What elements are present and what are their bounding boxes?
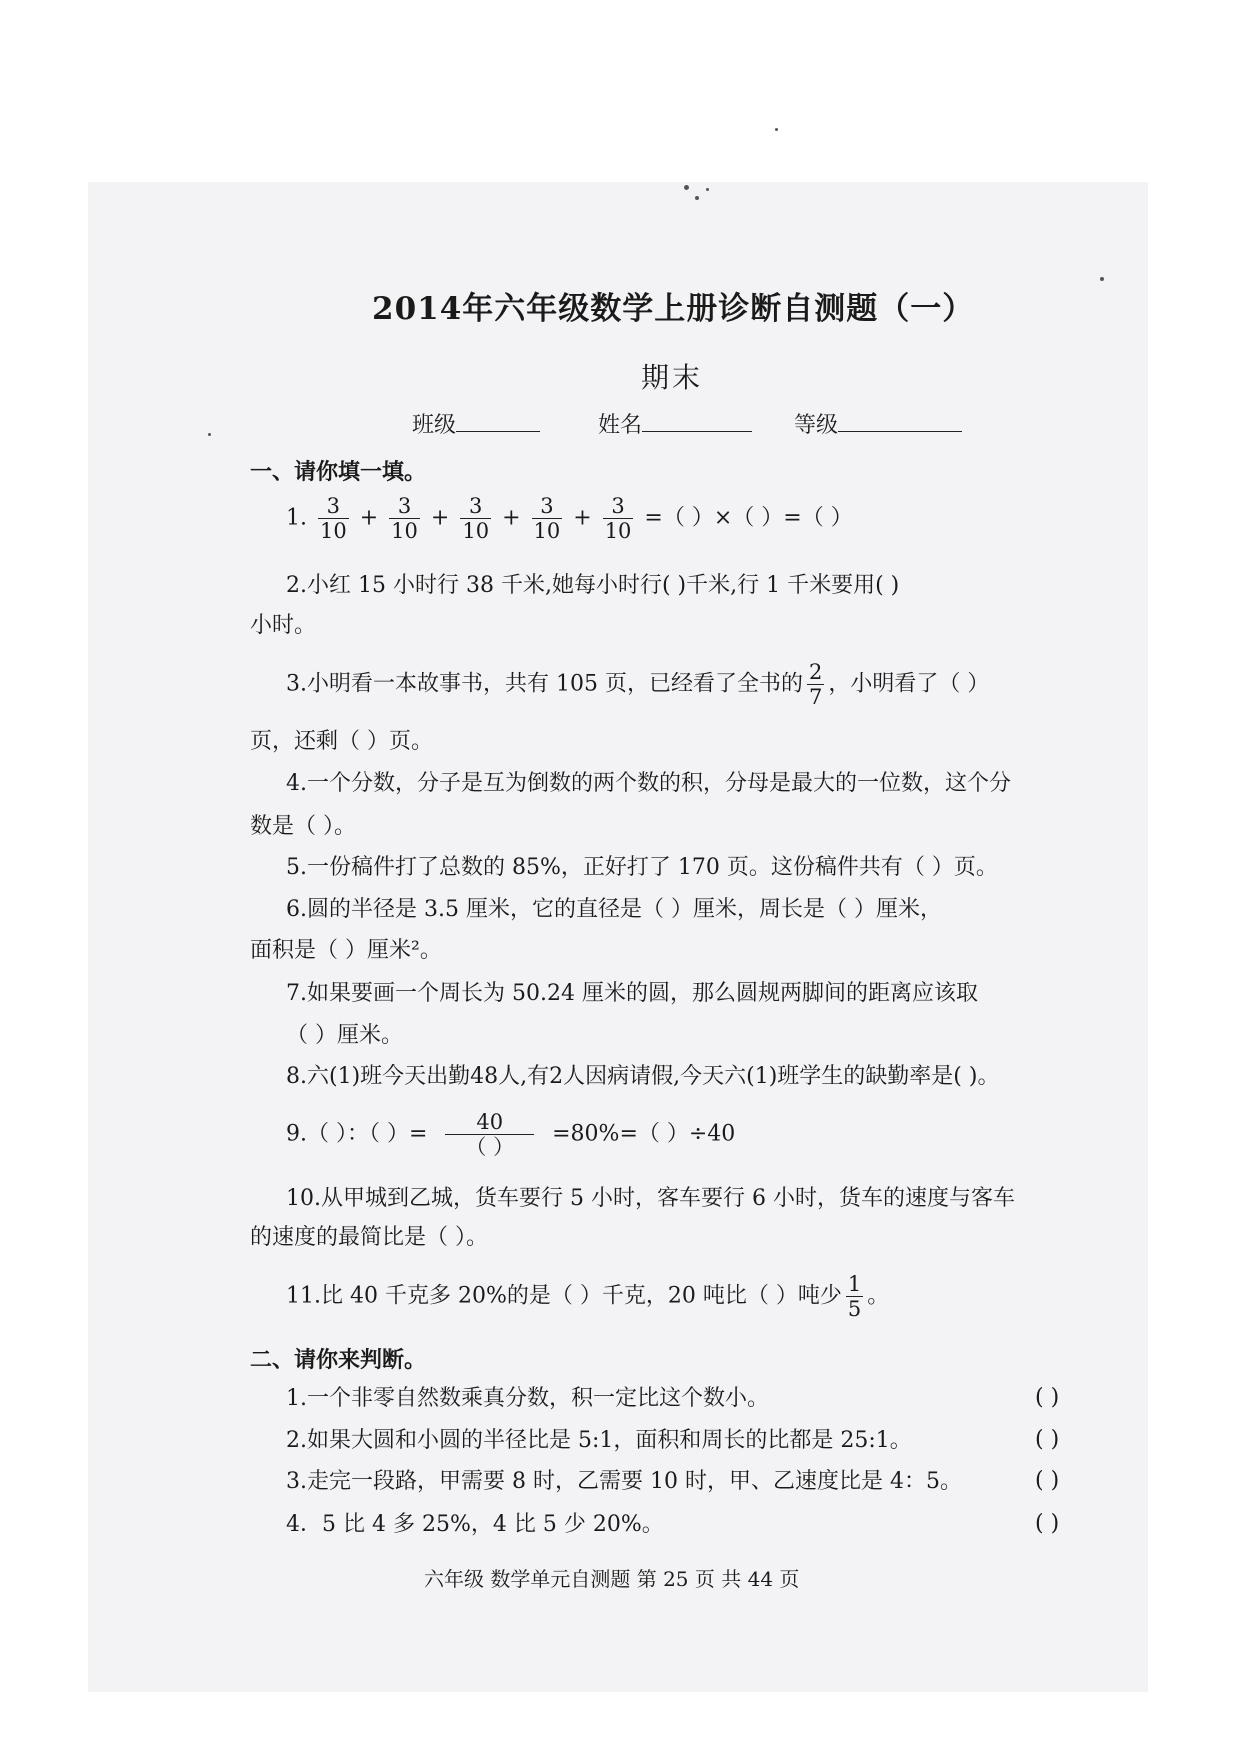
judgment-answer-3[interactable]: ( ) [1035,1468,1060,1493]
question-1: 1. $\frac{3}{10}$ + $\frac{3}{10}$ + $\frac{3}{10}$ + $\frac{3}{10}$ + $\frac{3}{10}$ =（ ）×（ ）=（ ） [286,494,853,543]
question-10-cont: 的速度的最简比是（ ）。 [250,1225,488,1250]
question-4: 4.一个分数，分子是互为倒数的两个数的积，分母是最大的一位数，这个分 [286,771,1011,796]
scan-speck [684,185,689,190]
fraction: $\frac{1}{5}$ [847,1272,862,1321]
judgment-answer-4[interactable]: ( ) [1035,1511,1060,1536]
scan-speck [1100,277,1104,281]
judgment-answer-1[interactable]: ( ) [1035,1385,1060,1410]
question-6: 6.圆的半径是 3.5 厘米，它的直径是（ ）厘米，周长是（ ）厘米， [286,897,942,922]
fraction: $\frac{2}{7}$ [808,660,823,709]
fraction: $\frac{3}{10}$ [320,494,347,543]
section-1-heading: 一、请你填一填。 [250,459,427,485]
page-footer: 六年级 数学单元自测题 第 25 页 共 44 页 [424,1567,800,1591]
judgment-item-2: 2.如果大圆和小圆的半径比是 5:1，面积和周长的比都是 25:1。 [286,1428,912,1453]
scan-speck [706,188,709,191]
question-3: 3.小明看一本故事书，共有 105 页，已经看了全书的 $\frac{2}{7}$ ，小明看了（ ） [286,660,990,709]
answer-blanks[interactable]: =（ ）×（ ）=（ ） [644,505,853,531]
question-2: 2.小红 15 小时行 38 千米,她每小时行( )千米,行 1 千米要用( ) [286,573,900,598]
class-blank[interactable] [456,411,540,432]
question-4-cont: 数是（ ）。 [250,814,356,839]
question-2-cont: 小时。 [250,613,317,638]
scan-speck [208,433,211,436]
name-label: 姓名 [598,413,643,438]
question-11: 11.比 40 千克多 20%的是（ ）千克，20 吨比（ ）吨少 $\frac{1}{5}$ 。 [286,1272,890,1321]
judgment-item-3: 3.走完一段路，甲需要 8 时，乙需要 10 时，甲、乙速度比是 4：5。 [286,1469,962,1494]
judgment-answer-2[interactable]: ( ) [1035,1427,1060,1452]
question-7: 7.如果要画一个周长为 50.24 厘米的圆，那么圆规两脚间的距离应该取 [286,981,978,1006]
question-9: 9.（ ）：（ ）= $\frac{40}{( )}$ =80%=（ ）÷40 [286,1110,736,1159]
fraction: $\frac{3}{10}$ [462,494,490,543]
scan-speck [775,128,778,131]
grade-label: 等级 [794,413,839,438]
fraction: $\frac{3}{10}$ [533,494,561,543]
question-10: 10.从甲城到乙城，货车要行 5 小时，客车要行 6 小时，货车的速度与客车 [286,1186,1015,1211]
fraction: $\frac{40}{( )}$ [445,1110,534,1159]
question-5: 5.一份稿件打了总数的 85%，正好打了 170 页。这份稿件共有（ ）页。 [286,855,998,880]
question-7-cont: （ ）厘米。 [286,1023,403,1048]
class-label: 班级 [412,413,457,438]
grade-blank[interactable] [838,411,962,432]
page-title: 2014年六年级数学上册诊断自测题（一） [372,291,975,327]
section-2-heading: 二、请你来判断。 [250,1347,427,1373]
question-6-cont: 面积是（ ）厘米²。 [250,938,442,963]
scan-speck [695,196,699,200]
fraction: $\frac{3}{10}$ [604,494,632,543]
fraction: $\frac{3}{10}$ [391,494,418,543]
judgment-item-4: 4．5 比 4 多 25%，4 比 5 少 20%。 [286,1512,664,1537]
question-3-cont: 页，还剩（ ）页。 [250,729,433,754]
name-blank[interactable] [642,411,752,432]
page-subtitle: 期末 [641,361,704,394]
judgment-item-1: 1.一个非零自然数乘真分数，积一定比这个数小。 [286,1386,769,1411]
student-info-row [412,408,962,439]
question-8: 8.六(1)班今天出勤48人,有2人因病请假,今天六(1)班学生的缺勤率是( )。 [286,1064,1000,1089]
